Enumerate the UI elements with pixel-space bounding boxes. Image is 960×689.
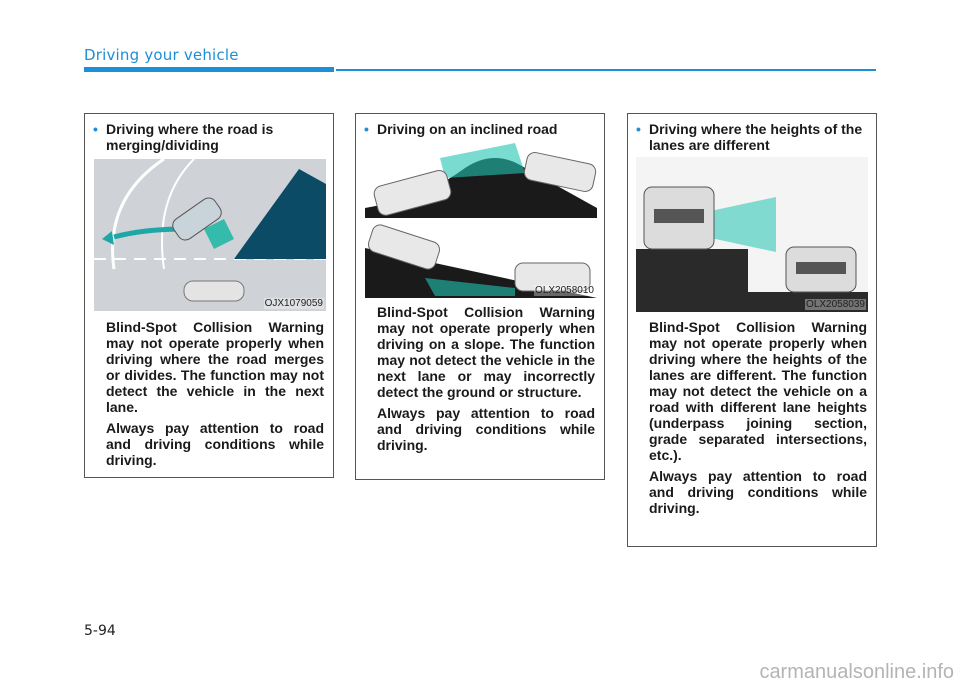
- illustration-merging-road: [94, 159, 326, 311]
- bullet-text: Driving where the road is merging/dividing: [106, 121, 274, 153]
- illustration-different-lane-heights: [636, 157, 868, 312]
- bullet-heading: [364, 121, 595, 137]
- bullet-dot: •: [636, 121, 641, 137]
- inclined-road-drawing: [365, 138, 597, 298]
- panel-body: [377, 304, 595, 458]
- body-paragraph: Always pay attention to road and driving conditions while driving.: [106, 420, 324, 468]
- lane-heights-drawing: [636, 157, 868, 312]
- body-paragraph: Always pay attention to road and driving conditions while driving.: [377, 405, 595, 453]
- bullet-heading: [636, 121, 867, 153]
- bullet-text: Driving on an inclined road: [377, 121, 558, 137]
- header-rule-thin: [336, 69, 876, 71]
- header-rule-thick: [84, 67, 334, 72]
- image-code: OLX2058039: [806, 299, 865, 310]
- merging-road-drawing: [94, 159, 326, 311]
- illustration-inclined-road: [365, 138, 597, 298]
- bullet-text: Driving where the heights of the lanes are different: [649, 121, 863, 153]
- panel-body: [106, 319, 324, 473]
- section-title: Driving your vehicle: [84, 46, 239, 64]
- panel-inclined-road: [355, 113, 605, 480]
- bullet-dot: •: [364, 121, 369, 137]
- panel-different-lane-heights: [627, 113, 877, 547]
- panel-body: [649, 319, 867, 521]
- bullet-dot: •: [93, 121, 98, 137]
- image-code: OLX2058010: [535, 285, 594, 296]
- image-code: OJX1079059: [264, 298, 323, 309]
- bullet-heading: [93, 121, 324, 153]
- watermark: carmanualsonline.info: [759, 661, 954, 683]
- body-paragraph: Blind-Spot Collision Warning may not operate properly when driving where the heights of the lanes are different. The function may not detect the vehicle on a road with different lane heights (underpass joining section, grade separated intersections, etc.).: [649, 319, 867, 463]
- body-paragraph: Blind-Spot Collision Warning may not operate properly when driving on a slope. The function may not detect the vehicle in the next lane or may incorrectly detect the ground or structure.: [377, 304, 595, 400]
- body-paragraph: Blind-Spot Collision Warning may not operate properly when driving where the road merges or divides. The function may not detect the vehicle in the next lane.: [106, 319, 324, 415]
- page-number: 5-94: [84, 623, 116, 639]
- panel-merging-road: [84, 113, 334, 478]
- body-paragraph: Always pay attention to road and driving conditions while driving.: [649, 468, 867, 516]
